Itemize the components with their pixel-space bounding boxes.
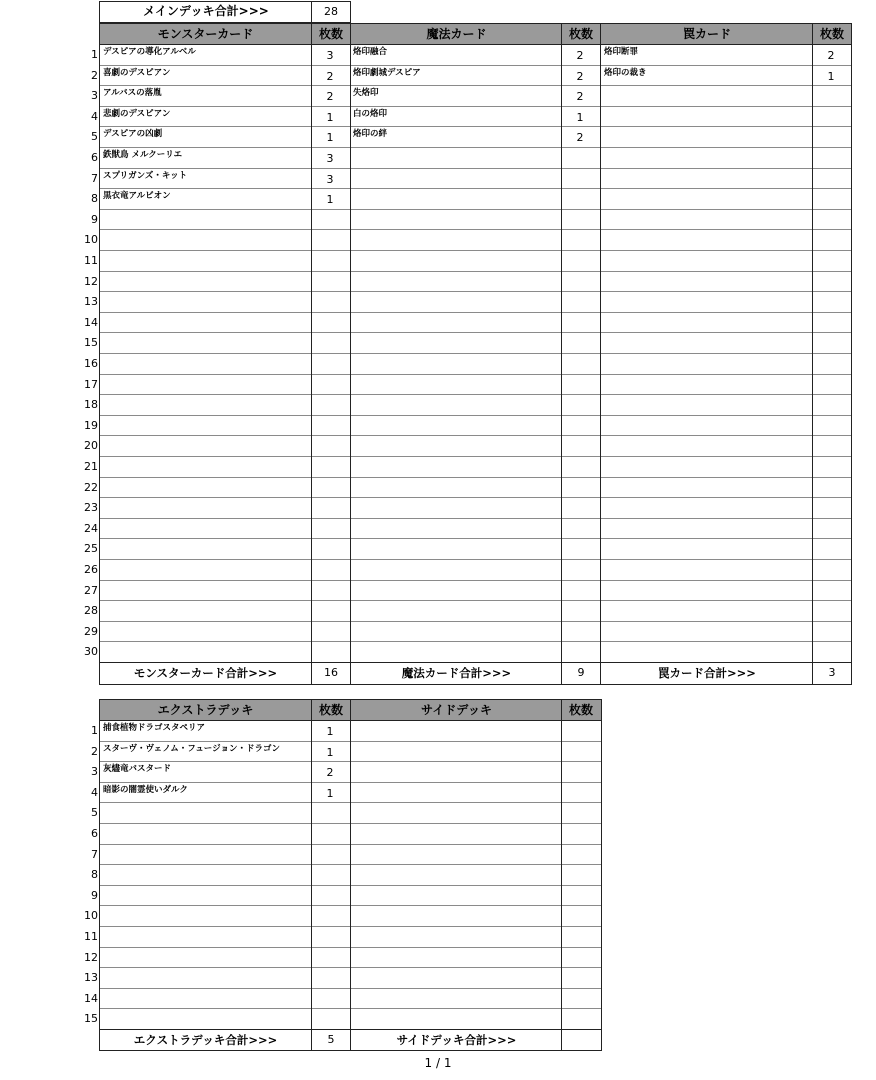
row-number: 10: [84, 233, 98, 247]
column-divider: [600, 24, 601, 684]
row-line: [100, 456, 851, 457]
extra-count-header: 枚数: [318, 703, 343, 717]
row-number: 12: [84, 274, 98, 288]
side-total-label: サイドデッキ合計>>>: [396, 1033, 517, 1047]
row-line: [100, 291, 851, 292]
trap-card-name: 烙印の裁き: [604, 67, 647, 78]
main-deck-total-value: 28: [324, 5, 338, 18]
row-number: 9: [91, 212, 98, 226]
row-number: 11: [84, 254, 98, 267]
row-line: [100, 126, 851, 127]
trap-card-name: 烙印断罪: [604, 47, 639, 57]
spell-card-name: 烙印融合: [353, 47, 388, 57]
row-number: 7: [91, 847, 98, 861]
row-line: [100, 229, 851, 230]
spell-card-name: 失烙印: [353, 88, 379, 99]
spell-header: 魔法カード: [426, 27, 487, 41]
row-number: 2: [91, 744, 98, 758]
row-number: 23: [84, 501, 98, 515]
row-number: 15: [84, 1012, 98, 1026]
column-divider: [350, 24, 351, 684]
row-number: 28: [84, 604, 98, 618]
row-line: [100, 147, 851, 148]
row-line: [100, 497, 851, 498]
extra-card-count: 1: [326, 786, 334, 800]
main-deck-table: [99, 23, 852, 685]
row-line: [100, 394, 851, 395]
extra-header: エクストラデッキ: [157, 703, 254, 717]
row-number: 2: [91, 68, 98, 82]
monster-card-name: 喜劇のデスピアン: [103, 67, 171, 78]
monster-card-count: 3: [326, 49, 334, 62]
row-number: 5: [91, 130, 98, 144]
row-number: 10: [84, 909, 98, 923]
column-divider: [311, 24, 312, 684]
row-number: 29: [84, 624, 98, 638]
row-number: 5: [91, 806, 98, 820]
row-number: 4: [91, 785, 98, 799]
main-footer-line: [100, 662, 851, 663]
extra-total-value: 5: [327, 1033, 335, 1046]
row-line: [100, 374, 851, 375]
row-number: 16: [84, 357, 98, 370]
column-divider: [350, 700, 351, 1050]
row-number: 6: [91, 151, 98, 164]
row-number: 30: [84, 645, 98, 659]
row-number: 18: [84, 398, 98, 412]
extra-card-name: 捕食植物ドラゴスタペリア: [103, 723, 206, 733]
row-number: 12: [84, 950, 98, 964]
row-line: [100, 559, 851, 560]
column-divider: [812, 24, 813, 684]
main-deck-total-label: メインデッキ合計>>>: [143, 4, 269, 18]
monster-card-name: デスピアの凶劇: [103, 129, 163, 140]
row-number: 7: [91, 171, 98, 185]
row-line: [100, 209, 851, 210]
monster-card-count: 2: [326, 90, 334, 104]
monster-total-value: 16: [324, 666, 338, 679]
row-line: [100, 312, 851, 313]
trap-card-count: 1: [827, 69, 835, 83]
extra-card-name: スターヴ・ヴェノム・フュージョン・ドラゴン: [103, 743, 280, 754]
extra-footer-line: [100, 1029, 601, 1030]
row-number: 15: [84, 336, 98, 350]
trap-total-label: 罠カード合計>>>: [658, 666, 756, 680]
spell-card-name: 烙印劇城デスピア: [353, 67, 421, 78]
row-line: [100, 332, 851, 333]
side-count-header: 枚数: [568, 703, 593, 717]
row-line: [100, 415, 851, 416]
spell-card-count: 2: [576, 131, 584, 145]
row-number: 1: [91, 48, 98, 61]
row-line: [100, 538, 851, 539]
extra-card-count: 1: [326, 725, 334, 738]
row-line: [100, 600, 851, 601]
row-line: [100, 106, 851, 107]
row-number: 4: [91, 109, 98, 123]
spell-card-count: 2: [576, 69, 584, 83]
row-line: [100, 641, 851, 642]
row-number: 6: [91, 827, 98, 840]
column-divider: [561, 24, 562, 684]
row-number: 1: [91, 724, 98, 737]
spell-card-count: 2: [576, 49, 584, 62]
spell-count-header: 枚数: [568, 27, 593, 41]
extra-card-count: 1: [326, 745, 334, 759]
row-number: 22: [84, 480, 98, 494]
row-number: 3: [91, 765, 98, 779]
monster-count-header: 枚数: [318, 27, 343, 41]
extra-card-name: 灰燼竜バスタード: [103, 764, 172, 775]
row-line: [100, 271, 851, 272]
extra-total-label: エクストラデッキ合計>>>: [133, 1033, 278, 1047]
monster-card-name: スプリガンズ・キット: [103, 170, 188, 181]
row-number: 27: [84, 583, 98, 597]
side-header: サイドデッキ: [421, 703, 492, 717]
row-number: 11: [84, 930, 98, 943]
row-line: [100, 188, 851, 189]
row-line: [100, 621, 851, 622]
spell-total-label: 魔法カード合計>>>: [401, 666, 512, 680]
row-line: [100, 580, 851, 581]
row-line: [100, 435, 851, 436]
spell-card-name: 烙印の絆: [353, 129, 388, 140]
row-number: 17: [84, 377, 98, 391]
row-line: [100, 65, 851, 66]
row-number: 8: [91, 868, 98, 882]
main-deck-total-box: [99, 1, 351, 23]
monster-total-label: モンスターカード合計>>>: [133, 666, 278, 680]
extra-card-count: 2: [326, 766, 334, 780]
monster-card-count: 1: [326, 110, 334, 124]
monster-card-name: デスピアの導化アルベル: [103, 47, 196, 57]
monster-card-name: 黒衣竜アルビオン: [103, 191, 171, 202]
monster-card-count: 3: [326, 172, 334, 186]
row-number: 14: [84, 991, 98, 1005]
page-number: 1 / 1: [424, 1056, 452, 1070]
row-number: 13: [84, 971, 98, 985]
spell-card-count: 1: [576, 110, 584, 124]
row-number: 13: [84, 295, 98, 309]
row-number: 26: [84, 563, 98, 576]
trap-count-header: 枚数: [819, 27, 844, 41]
column-divider: [561, 700, 562, 1050]
trap-card-count: 2: [827, 49, 835, 62]
row-number: 19: [84, 418, 98, 432]
spell-total-value: 9: [577, 666, 585, 679]
row-number: 20: [84, 439, 98, 453]
row-line: [100, 518, 851, 519]
row-number: 3: [91, 89, 98, 103]
spell-card-count: 2: [576, 90, 584, 104]
row-number: 25: [84, 542, 98, 556]
extra-card-name: 暗影の闇霊使いダルク: [103, 784, 188, 795]
monster-header: モンスターカード: [157, 27, 254, 41]
row-number: 14: [84, 315, 98, 329]
row-number: 21: [84, 460, 98, 473]
monster-card-count: 3: [326, 152, 334, 165]
trap-total-value: 3: [828, 666, 836, 679]
monster-card-name: アルバスの落胤: [103, 88, 162, 99]
row-number: 9: [91, 888, 98, 902]
column-divider: [311, 700, 312, 1050]
monster-card-count: 1: [326, 131, 334, 145]
trap-header: 罠カード: [682, 27, 731, 41]
row-line: [100, 353, 851, 354]
row-line: [100, 168, 851, 169]
row-line: [100, 477, 851, 478]
extra-side-deck-table: [99, 699, 602, 1051]
monster-card-name: 鉄獣鳥 メルクーリエ: [103, 150, 183, 160]
spell-card-name: 白の烙印: [353, 108, 388, 119]
row-number: 8: [91, 192, 98, 206]
monster-card-name: 悲劇のデスピアン: [103, 108, 171, 119]
row-number: 24: [84, 521, 98, 535]
row-line: [100, 250, 851, 251]
monster-card-count: 1: [326, 193, 334, 207]
monster-card-count: 2: [326, 69, 334, 83]
row-line: [100, 85, 851, 86]
